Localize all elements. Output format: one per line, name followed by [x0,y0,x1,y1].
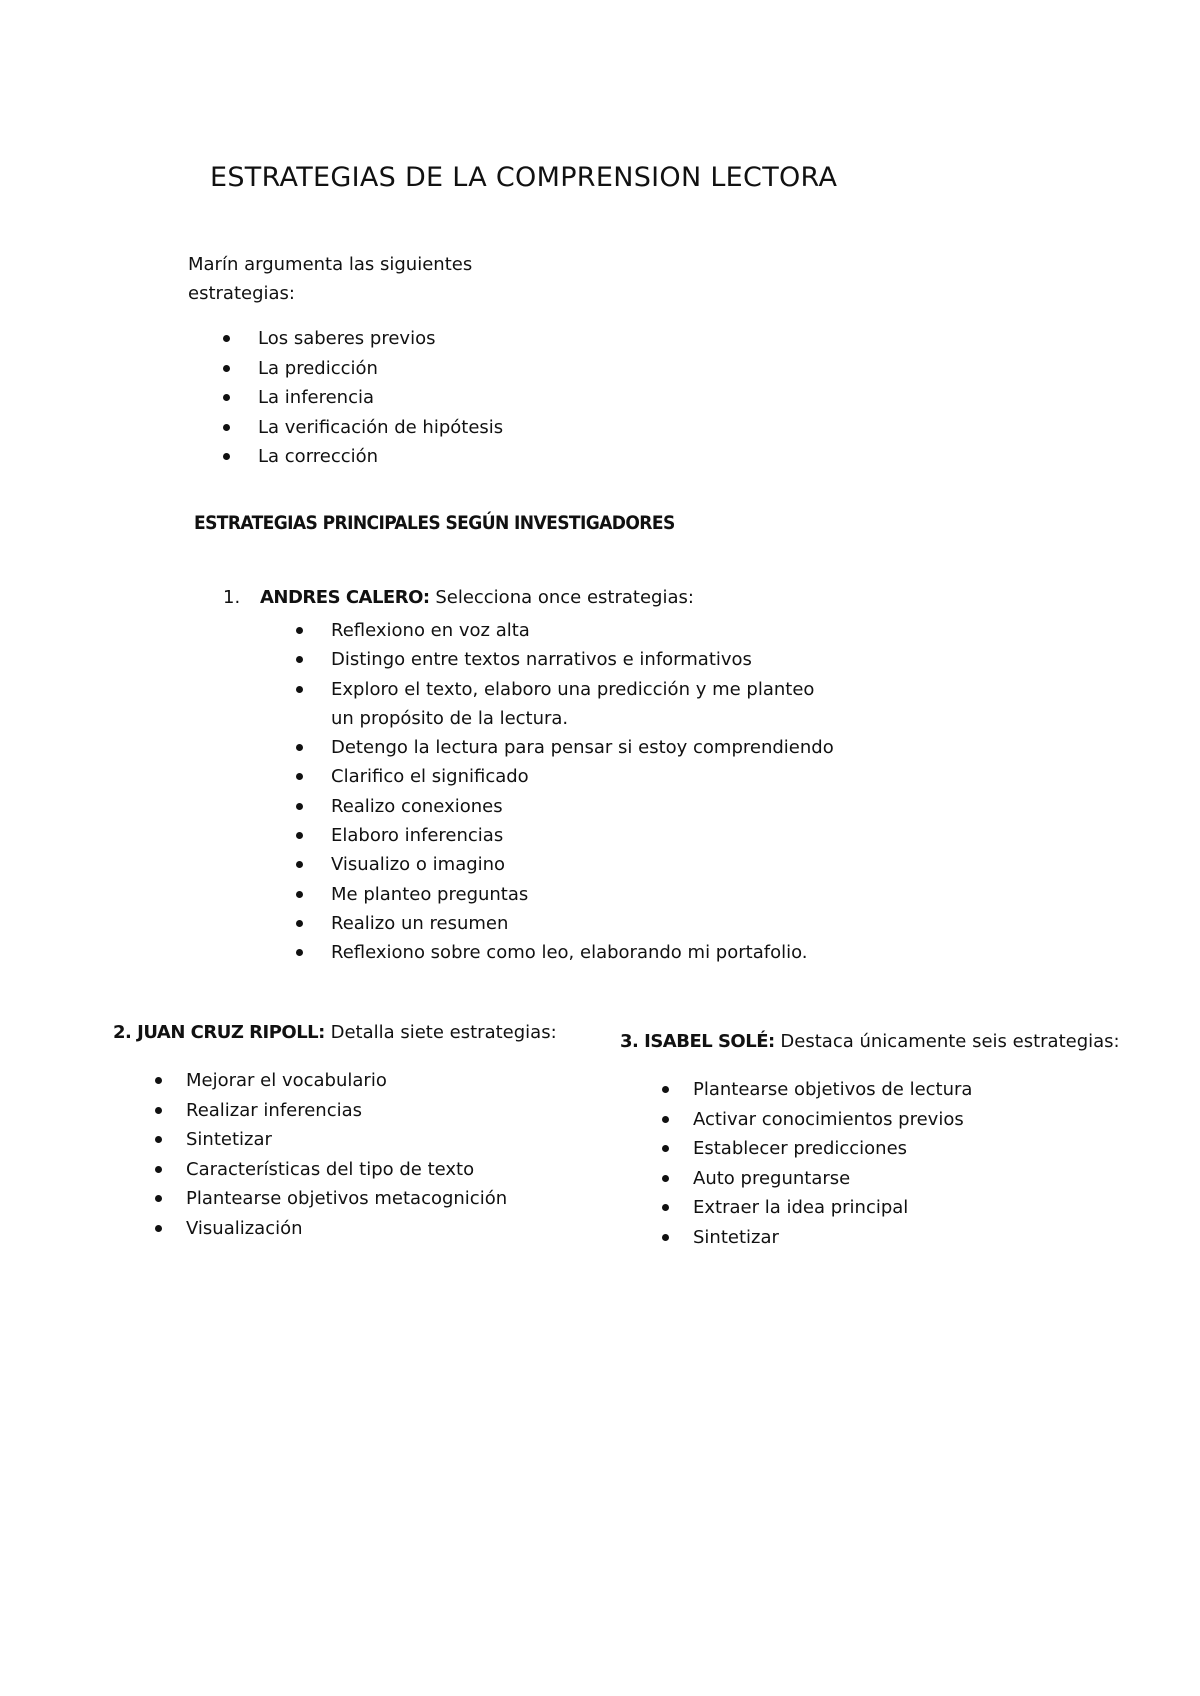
list-item [331,675,834,734]
bullet-icon [296,627,303,634]
author-name: ANDRES CALERO: [260,587,430,608]
bullet-icon [662,1175,669,1182]
bullet-icon [155,1077,162,1084]
list-item-text: Detengo la lectura para pensar si estoy comprendiendo [331,737,834,759]
list-item-text: Características del tipo de texto [186,1158,475,1180]
list-item [258,442,503,472]
bullet-icon [296,744,303,751]
list-item [331,821,834,850]
list-item [331,616,834,645]
bullet-icon [662,1116,669,1123]
sole-heading [620,1031,1120,1052]
bullet-icon [662,1234,669,1241]
bullet-icon [223,335,230,342]
list-item-text: Realizar inferencias [186,1099,363,1121]
heading-text: Selecciona once estrategias: [429,587,694,608]
list-item [258,383,503,413]
document-title: ESTRATEGIAS DE LA COMPRENSION LECTORA [210,162,838,193]
bullet-icon [223,453,230,460]
list-item-text: Distingo entre textos narrativos e informativos [331,649,752,671]
bullet-icon [155,1107,162,1114]
ripoll-heading [113,1022,557,1043]
list-item-text: Los saberes previos [258,328,436,349]
list-item [331,850,834,879]
list-item-text: Extraer la idea principal [693,1197,909,1218]
bullet-icon [155,1136,162,1143]
list-item-text: La inferencia [258,387,375,408]
list-item-text: Realizo un resumen [331,912,509,934]
section-heading: ESTRATEGIAS PRINCIPALES SEGÚN INVESTIGADORES [194,512,675,534]
bullet-icon [155,1225,162,1232]
list-item [186,1096,507,1126]
list-item [331,733,834,762]
list-item-text: Exploro el texto, elaboro una predicción y me planteo [331,678,815,700]
list-item-text: Mejorar el vocabulario [186,1070,387,1091]
list-item [331,792,834,821]
author-name: 2. JUAN CRUZ RIPOLL: [113,1022,325,1043]
ripoll-strategies-list [186,1066,507,1243]
list-item [693,1105,972,1135]
list-item [331,909,834,938]
list-item [258,324,503,354]
intro-line: estrategias: [188,283,295,304]
list-item-text: Realizo conexiones [331,795,503,817]
bullet-icon [662,1204,669,1211]
bullet-icon [296,920,303,927]
list-item-text: Visualizo o imagino [331,854,506,876]
list-item [693,1223,972,1253]
list-item [186,1184,507,1214]
list-item [693,1164,972,1194]
intro-line: Marín argumenta las siguientes [188,254,473,275]
list-item-text: Clarifico el significado [331,766,529,788]
bullet-icon [155,1195,162,1202]
bullet-icon [223,365,230,372]
author-name: 3. ISABEL SOLÉ: [620,1031,775,1052]
intro-paragraph [188,250,472,308]
bullet-icon [296,832,303,839]
list-item-text: La verificación de hipótesis [258,416,504,438]
bullet-icon [296,773,303,780]
list-item [693,1075,972,1105]
list-item-text: La predicción [258,357,378,379]
list-item [331,938,834,967]
list-item [186,1214,507,1244]
bullet-icon [662,1145,669,1152]
bullet-icon [296,891,303,898]
list-item [186,1066,507,1096]
heading-text: Detalla siete estrategias: [324,1022,557,1043]
bullet-icon [662,1086,669,1093]
bullet-icon [296,686,303,693]
sole-strategies-list [693,1075,972,1252]
bullet-icon [155,1166,162,1173]
list-item-text: Reflexiono sobre como leo, elaborando mi portafolio. [331,942,808,964]
list-item-text: Plantearse objetivos metacognición [186,1188,508,1209]
bullet-icon [223,394,230,401]
list-item [331,645,834,674]
bullet-icon [296,949,303,956]
calero-strategies-list [331,616,834,968]
list-item [258,354,503,384]
list-item-text: Auto preguntarse [693,1167,851,1189]
list-item [693,1134,972,1164]
list-number: 1. [223,587,241,608]
bullet-icon [296,656,303,663]
list-item [186,1155,507,1185]
list-item [693,1193,972,1223]
list-item-text: La corrección [258,446,379,467]
heading-text: Destaca únicamente seis estrategias: [774,1031,1120,1052]
list-item [186,1125,507,1155]
list-item-text: Sintetizar [693,1226,779,1248]
list-item-continuation: un propósito de la lectura. [331,707,569,729]
bullet-icon [296,861,303,868]
list-item [331,762,834,791]
list-item-text: Me planteo preguntas [331,883,529,905]
bullet-icon [223,424,230,431]
marin-strategies-list [258,324,503,472]
bullet-icon [296,803,303,810]
list-item-text: Reflexiono en voz alta [331,620,530,641]
list-item-text: Plantearse objetivos de lectura [693,1079,973,1100]
list-item-text: Visualización [186,1217,303,1239]
list-item [331,880,834,909]
list-item-text: Activar conocimientos previos [693,1108,964,1130]
list-item-text: Sintetizar [186,1129,272,1150]
list-item-text: Elaboro inferencias [331,825,504,847]
list-item [258,413,503,443]
list-item-text: Establecer predicciones [693,1138,908,1159]
